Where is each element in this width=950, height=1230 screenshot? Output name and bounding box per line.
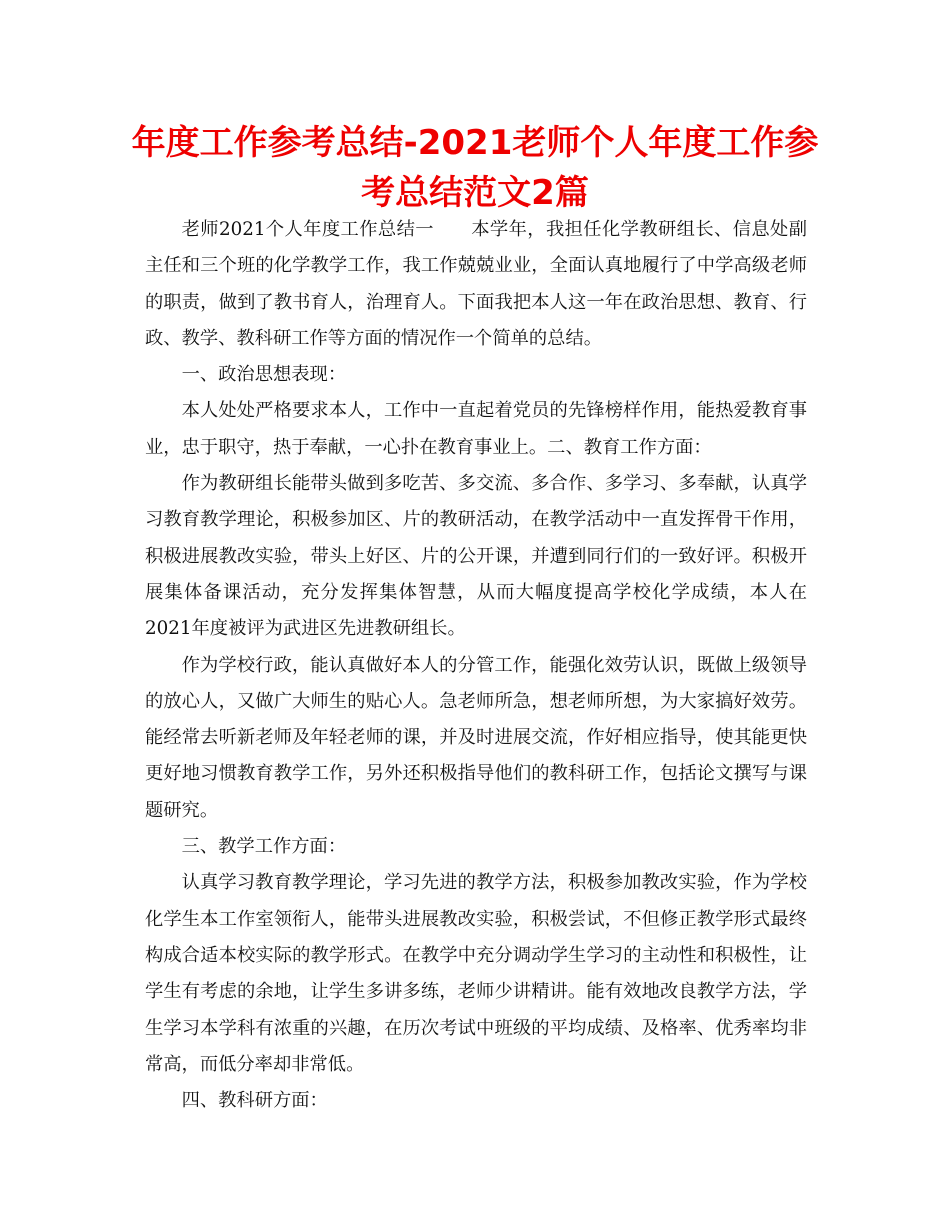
- section-heading-political: 一、政治思想表现：: [181, 364, 347, 386]
- document-body: [145, 212, 807, 1119]
- paragraph-teaching: 认真学习教育教学理论，学习先进的教学方法，积极参加教改实验，作为学校化学生本工作室领衔人，能带头进展教改实验，积极尝试，不但修正教学形式最终构成合适本校实际的教学形式。在教学中充分调动学生学习的主动性和积极性，让学生有考虑的余地，让学生多讲多练，老师少讲精讲。能有效地改良教学方法，学生学习本学科有浓重的兴趣，在历次考试中班级的平均成绩、及格率、优秀率均非常高，而低分率却非常低。: [145, 872, 807, 1075]
- paragraph-political: 本人处处严格要求本人，工作中一直起着党员的先锋榜样作用，能热爱教育事业，忠于职守，热于奉献，一心扑在教育事业上。二、教育工作方面：: [145, 400, 807, 458]
- paragraph-intro: 老师2021个人年度工作总结一 本学年，我担任化学教研组长、信息处副主任和三个班的化学教学工作，我工作兢兢业业，全面认真地履行了中学高级老师的职责，做到了教书育人，治理育人。下面我把本人这一年在政治思想、教育、行政、教学、教科研工作等方面的情况作一个简单的总结。: [145, 219, 807, 349]
- paragraph-administration: 作为学校行政，能认真做好本人的分管工作，能强化效劳认识，既做上级领导的放心人，又做广大师生的贴心人。急老师所急，想老师所想，为大家搞好效劳。能经常去听新老师及年轻老师的课，并及时进展交流，作好相应指导，使其能更快更好地习惯教育教学工作，另外还积极指导他们的教科研工作，包括论文撰写与课题研究。: [145, 654, 807, 821]
- paragraph-teaching-research-lead: 作为教研组长能带头做到多吃苦、多交流、多合作、多学习、多奉献，认真学习教育教学理论，积极参加区、片的教研活动，在教学活动中一直发挥骨干作用，积极进展教改实验，带头上好区、片的公开课，并遭到同行们的一致好评。积极开展集体备课活动，充分发挥集体智慧，从而大幅度提高学校化学成绩，本人在2021年度被评为武进区先进教研组长。: [145, 473, 807, 640]
- document-title: 年度工作参考总结-2021老师个人年度工作参考总结范文2篇: [131, 123, 819, 213]
- section-heading-research: 四、教科研方面：: [181, 1090, 328, 1112]
- section-heading-teaching: 三、教学工作方面：: [181, 836, 347, 858]
